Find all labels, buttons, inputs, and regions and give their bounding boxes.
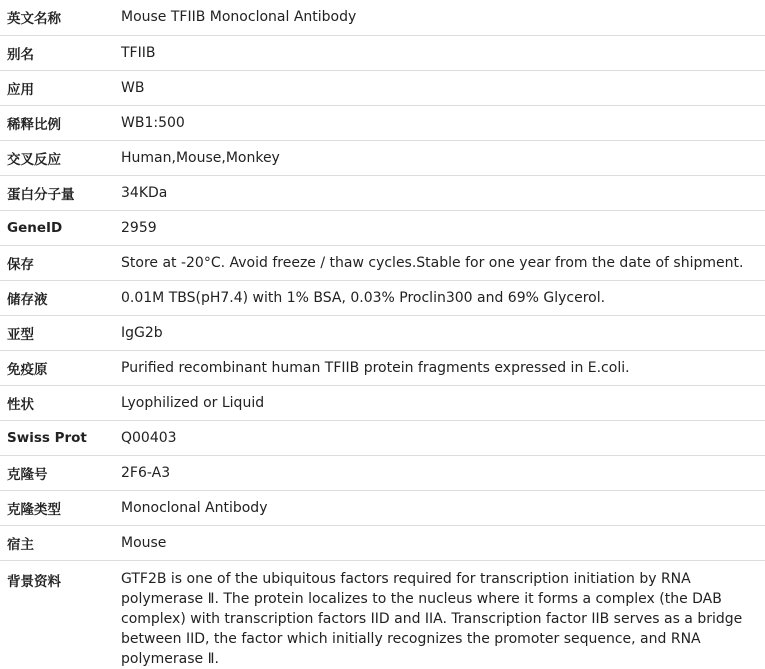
row-label: 英文名称 bbox=[0, 0, 121, 35]
row-swiss-prot bbox=[0, 420, 765, 455]
row-label: 交叉反应 bbox=[0, 140, 121, 175]
row-value: Lyophilized or Liquid bbox=[121, 385, 765, 420]
row-form bbox=[0, 385, 765, 420]
row-label: 背景资料 bbox=[7, 573, 61, 590]
row-background bbox=[0, 560, 765, 669]
row-label: 克隆号 bbox=[0, 455, 121, 490]
row-value: Q00403 bbox=[121, 420, 765, 455]
row-label: 应用 bbox=[0, 70, 121, 105]
row-value: Monoclonal Antibody bbox=[121, 490, 765, 525]
row-clone-type bbox=[0, 490, 765, 525]
row-label: 宿主 bbox=[0, 525, 121, 560]
row-application bbox=[0, 70, 765, 105]
row-value: GTF2B is one of the ubiquitous factors required for transcription initiation by RNA polymerase Ⅱ. The protein localizes to the nucleus where it forms a complex (the DAB complex) with transcription factors IID and IIA. Transcription factor IIB serves as a bridge between IID, the factor which initially recognizes the promoter sequence, and RNA polymerase Ⅱ. bbox=[121, 570, 743, 667]
row-clone-number bbox=[0, 455, 765, 490]
row-value: Human,Mouse,Monkey bbox=[121, 140, 765, 175]
row-value: 2F6-A3 bbox=[121, 455, 765, 490]
row-value: 34KDa bbox=[121, 175, 765, 210]
row-storage bbox=[0, 245, 765, 280]
row-english-name bbox=[0, 0, 765, 35]
row-label: 免疫原 bbox=[0, 350, 121, 385]
row-gene-id bbox=[0, 210, 765, 245]
row-isotype bbox=[0, 315, 765, 350]
row-host bbox=[0, 525, 765, 560]
row-alias bbox=[0, 35, 765, 70]
row-storage-buffer bbox=[0, 280, 765, 315]
row-value: 2959 bbox=[121, 210, 765, 245]
row-label: 别名 bbox=[0, 35, 121, 70]
row-label: 稀释比例 bbox=[0, 105, 121, 140]
row-immunogen bbox=[0, 350, 765, 385]
row-molecular-weight bbox=[0, 175, 765, 210]
row-value: Store at -20°C. Avoid freeze / thaw cycles.Stable for one year from the date of shipment. bbox=[121, 245, 765, 280]
row-value: Mouse TFIIB Monoclonal Antibody bbox=[121, 0, 765, 35]
row-cross-reactivity bbox=[0, 140, 765, 175]
row-label: 性状 bbox=[0, 385, 121, 420]
row-value: TFIIB bbox=[121, 35, 765, 70]
row-label: 克隆类型 bbox=[0, 490, 121, 525]
row-label: 亚型 bbox=[0, 315, 121, 350]
row-label: 保存 bbox=[0, 245, 121, 280]
row-value: WB bbox=[121, 70, 765, 105]
row-label: 蛋白分子量 bbox=[0, 175, 121, 210]
row-value: WB1:500 bbox=[121, 105, 765, 140]
row-label: GeneID bbox=[0, 210, 121, 245]
row-value: Mouse bbox=[121, 525, 765, 560]
row-label: Swiss Prot bbox=[0, 420, 121, 455]
row-value: 0.01M TBS(pH7.4) with 1% BSA, 0.03% Proclin300 and 69% Glycerol. bbox=[121, 280, 765, 315]
row-label: 储存液 bbox=[0, 280, 121, 315]
row-value: IgG2b bbox=[121, 315, 765, 350]
row-dilution bbox=[0, 105, 765, 140]
row-value: Purified recombinant human TFIIB protein fragments expressed in E.coli. bbox=[121, 350, 765, 385]
